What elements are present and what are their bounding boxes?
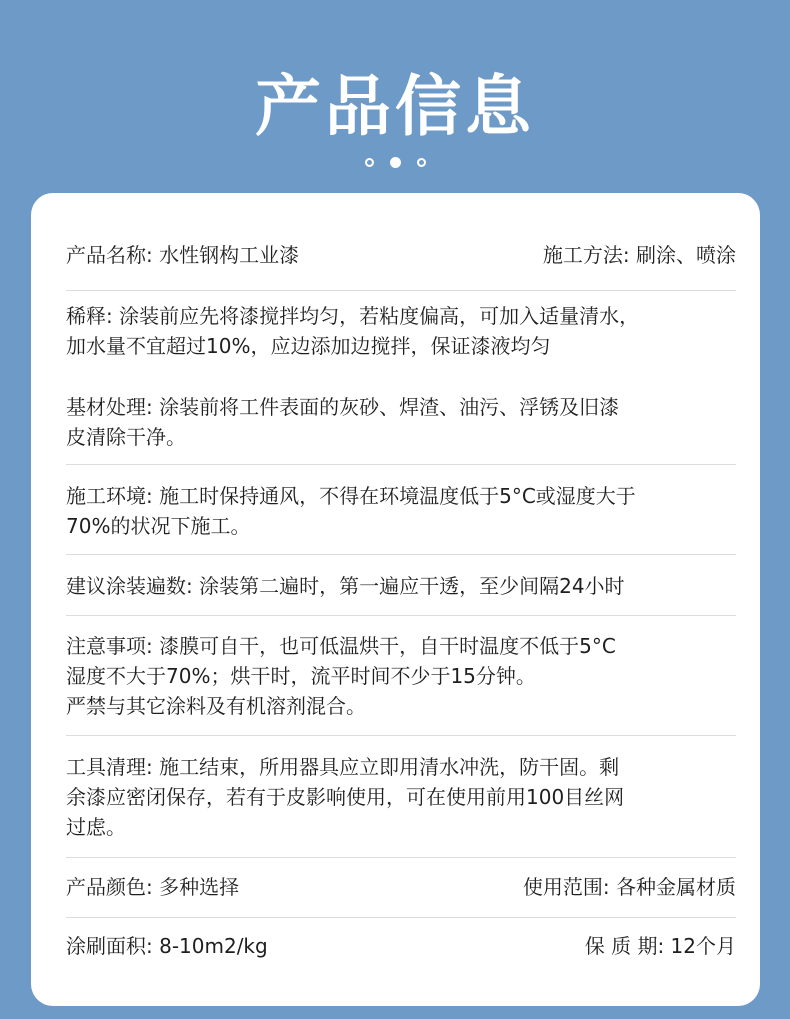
notes-line: 严禁与其它涂料及有机溶剂混合。: [66, 694, 366, 718]
info-environment: [66, 481, 736, 541]
info-card: [31, 193, 760, 1006]
info-row-name-method: [66, 240, 736, 270]
substrate-line: 皮清除干净。: [66, 425, 186, 449]
cleaning-line: 余漆应密闭保存，若有于皮影响使用，可在使用前用100目丝网: [66, 785, 625, 809]
substrate-line: 基材处理: 涂装前将工件表面的灰砂、焊渣、油污、浮锈及旧漆: [66, 395, 620, 419]
pagination-dot[interactable]: [417, 158, 426, 167]
info-notes: [66, 631, 736, 721]
info-row-coverage-shelf: [66, 931, 736, 961]
cleaning-line: 工具清理: 施工结束，所用器具应立即用清水冲洗，防干固。剩: [66, 755, 620, 779]
notes-line: 湿度不大于70%；烘干时，流平时间不少于15分钟。: [66, 664, 536, 688]
info-substrate: [66, 392, 736, 452]
product-color: 产品颜色: 多种选择: [66, 875, 240, 899]
coverage: 涂刷面积: 8-10m2/kg: [66, 934, 268, 958]
usage-scope: 使用范围: 各种金属材质: [522, 875, 736, 899]
divider: [66, 290, 736, 291]
pagination-dots: [0, 158, 790, 168]
environment-line: 施工环境: 施工时保持通风，不得在环境温度低于5°C或湿度大于: [66, 484, 636, 508]
divider: [66, 857, 736, 858]
divider: [66, 464, 736, 465]
cleaning-line: 过虑。: [66, 815, 126, 839]
info-cleaning: [66, 752, 736, 842]
product-name: 产品名称: 水性钢构工业漆: [66, 243, 300, 267]
dilution-line: 稀释: 涂装前应先将漆搅拌均匀，若粘度偏高，可加入适量清水，: [66, 304, 640, 328]
pagination-dot[interactable]: [365, 158, 374, 167]
page-title: 产品信息: [255, 68, 535, 145]
divider: [66, 615, 736, 616]
coats-line: 建议涂装遍数: 涂装第二遍时，第一遍应干透，至少间隔24小时: [66, 574, 625, 598]
info-row-color-scope: [66, 872, 736, 902]
application-method: 施工方法: 刷涂、喷涂: [542, 243, 736, 267]
environment-line: 70%的状况下施工。: [66, 514, 251, 538]
divider: [66, 917, 736, 918]
shelf-life: 保 质 期: 12个月: [584, 934, 736, 958]
divider: [66, 554, 736, 555]
info-coats: [66, 571, 736, 601]
notes-line: 注意事项: 漆膜可自干，也可低温烘干，自干时温度不低于5°C: [66, 634, 616, 658]
pagination-dot-active[interactable]: [390, 157, 401, 168]
dilution-line: 加水量不宜超过10%，应边添加边搅拌，保证漆液均匀: [66, 334, 551, 358]
info-dilution: [66, 301, 736, 361]
divider: [66, 735, 736, 736]
